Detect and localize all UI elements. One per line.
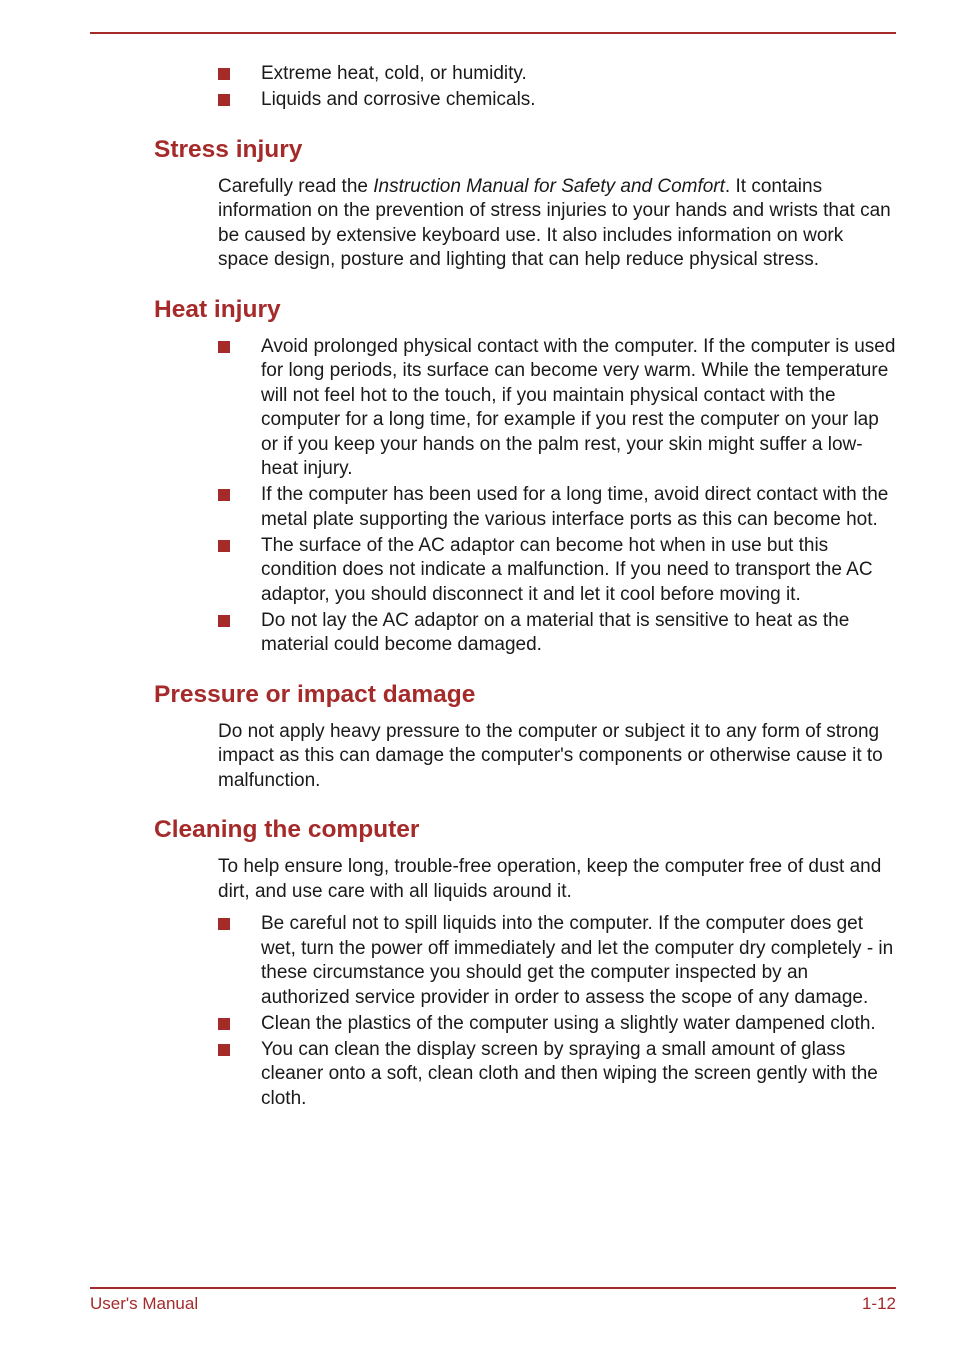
cleaning-bullet-list [0, 912, 896, 1111]
heat-bullet-list [0, 335, 896, 658]
footer-rule [90, 1287, 896, 1289]
bullet-square-icon [218, 341, 230, 353]
bullet-square-icon [218, 1018, 230, 1030]
heading-cleaning: Cleaning the computer [154, 816, 420, 843]
list-item: Extreme heat, cold, or humidity. [261, 62, 896, 87]
heading-heat-injury: Heat injury [154, 295, 281, 323]
bullet-square-icon [218, 68, 230, 80]
footer-manual-title: User's Manual [90, 1294, 199, 1313]
page-number: 1-12 [861, 1294, 896, 1313]
list-item: Avoid prolonged physical contact with the computer. If the computer is used for long periods, its surface can become very warm. While the temperature will not feel hot to the touch, if you maintain physical contact with the computer for a long time, for example if you rest the computer on your lap or if you keep your hands on the palm rest, your skin might suffer a low-heat injury. [261, 335, 896, 482]
bullet-square-icon [218, 918, 230, 930]
bullet-square-icon [218, 94, 230, 106]
list-item: Liquids and corrosive chemicals. [261, 88, 896, 113]
stress-paragraph: Carefully read the Instruction Manual for Safety and Comfort. It contains information on the prevention of stress injuries to your hands and wrists that can be caused by extensive keyboard use. It also includes information on work space design, posture and lighting that can help reduce physical stress. [218, 175, 891, 270]
list-item: Do not lay the AC adaptor on a material that is sensitive to heat as the material could become damaged. [261, 609, 896, 658]
heading-pressure-damage: Pressure or impact damage [154, 680, 476, 708]
manual-title: Instruction Manual for Safety and Comfort [373, 175, 725, 197]
intro-bullet-list [0, 62, 896, 113]
list-item: If the computer has been used for a long time, avoid direct contact with the metal plate supporting the various interface ports as this can become hot. [261, 483, 896, 532]
list-item: Clean the plastics of the computer using a slightly water dampened cloth. [261, 1012, 896, 1037]
list-item: You can clean the display screen by spraying a small amount of glass cleaner onto a soft, clean cloth and then wiping the screen gently with the cloth. [261, 1038, 896, 1112]
bullet-square-icon [218, 615, 230, 627]
pressure-paragraph: Do not apply heavy pressure to the computer or subject it to any form of strong impact as this can damage the computer's components or otherwise cause it to malfunction. [218, 720, 883, 791]
bullet-square-icon [218, 1044, 230, 1056]
list-item: The surface of the AC adaptor can become hot when in use but this condition does not indicate a malfunction. If you need to transport the AC adaptor, you should disconnect it and let it cool before moving it. [261, 534, 896, 608]
bullet-square-icon [218, 540, 230, 552]
page-content [0, 62, 954, 1113]
header-rule [90, 32, 896, 34]
bullet-square-icon [218, 489, 230, 501]
list-item: Be careful not to spill liquids into the computer. If the computer does get wet, turn the power off immediately and let the computer dry completely - in these circumstance you should get the computer inspected by an authorized service provider in order to assess the scope of any damage. [261, 912, 896, 1010]
cleaning-paragraph: To help ensure long, trouble-free operation, keep the computer free of dust and dirt, and use care with all liquids around it. [218, 856, 882, 902]
heading-stress-injury: Stress injury [154, 135, 303, 163]
